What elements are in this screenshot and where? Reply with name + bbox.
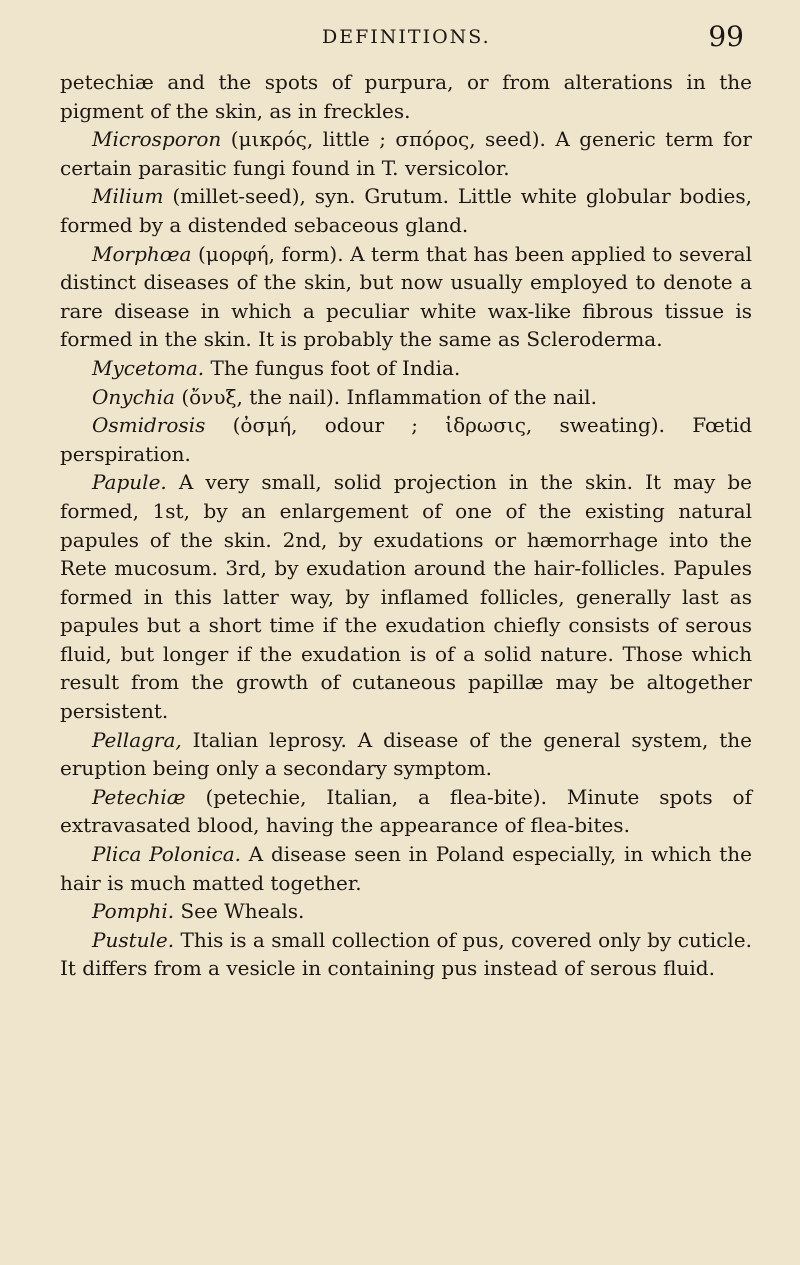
entry-term: Osmidrosis xyxy=(92,413,206,438)
entry-onychia xyxy=(60,383,752,412)
running-head-title: DEFINITIONS. xyxy=(322,26,491,48)
continuation-paragraph: petechiæ and the spots of purpura, or from alterations in the pigment of the skin, as in freckles. xyxy=(60,70,752,123)
running-head xyxy=(60,18,752,52)
entry-definition: This is a small collection of pus, covered only by cuticle. It differs from a vesicle in containing pus instead of serous fluid. xyxy=(60,927,752,981)
entry-definition: See Wheals. xyxy=(174,899,305,924)
entry-definition: (petechie, Italian, a flea-bite). Minute spots of extravasated blood, having the appearance of flea-bites. xyxy=(60,784,752,838)
page-number: 99 xyxy=(708,20,744,53)
entry-term: Papule. xyxy=(92,470,167,495)
entry-definition: (μορφή, form). A term that has been applied to several distinct diseases of the skin, but now usually employed to denote a rare disease in which a peculiar white wax-like fibrous tissue is formed in the skin. It is probably the same as Scleroderma. xyxy=(60,241,752,352)
entry-term: Plica Polonica. xyxy=(92,842,242,867)
entry-definition: (ὀσμή, odour ; ἱδρωσις, sweating). Fœtid perspiration. xyxy=(60,413,752,466)
entry-pustule xyxy=(60,926,752,983)
entry-term: Pellagra, xyxy=(92,727,182,752)
entry-term: Pomphi. xyxy=(92,899,175,924)
entry-petechiae xyxy=(60,783,752,840)
entry-definition: The fungus foot of India. xyxy=(204,355,461,380)
entry-term: Mycetoma. xyxy=(92,355,205,380)
entry-pomphi xyxy=(60,897,752,926)
entry-definition: A disease seen in Poland especially, in which the hair is much matted together. xyxy=(60,842,752,895)
entry-definition: (μικρός, little ; σπόρος, seed). A generic term for certain parasitic fungi found in T. versicolor. xyxy=(60,127,752,180)
entry-definition: (ὄνυξ, the nail). Inflammation of the nail. xyxy=(174,384,597,409)
entry-term: Pustule. xyxy=(92,927,175,952)
entry-mycetoma xyxy=(60,354,752,383)
entry-milium xyxy=(60,182,752,239)
entry-term: Milium xyxy=(92,184,164,209)
entry-osmidrosis xyxy=(60,411,752,468)
entry-pellagra xyxy=(60,726,752,783)
entry-definition: A very small, solid projection in the skin. It may be formed, 1st, by an enlargement of one of the existing natural papules of the skin. 2nd, by exudations or hæmorrhage into the Rete mucosum. 3rd, by exudation around the hair-follicles. Papules formed in this latter way, by inflamed follicles, generally last as papules but a short time if the exudation chiefly consists of serous fluid, but longer if the exudation is of a solid nature. Those which result from the growth of cutaneous papillæ may be altogether persistent. xyxy=(60,470,752,724)
entry-definition: (millet-seed), syn. Grutum. Little white globular bodies, formed by a distended sebaceous gland. xyxy=(60,184,752,237)
entry-morphoea xyxy=(60,240,752,354)
definitions-text xyxy=(60,68,752,983)
entry-term: Morphœa xyxy=(92,241,192,266)
entry-term: Petechiæ xyxy=(92,784,186,809)
entry-papule xyxy=(60,468,752,725)
entry-microsporon xyxy=(60,125,752,182)
entry-term: Onychia xyxy=(92,384,175,409)
entry-definition: Italian leprosy. A disease of the general system, the eruption being only a secondary symptom. xyxy=(60,727,752,781)
entry-term: Microsporon xyxy=(92,127,222,152)
entry-plica-polonica xyxy=(60,840,752,897)
